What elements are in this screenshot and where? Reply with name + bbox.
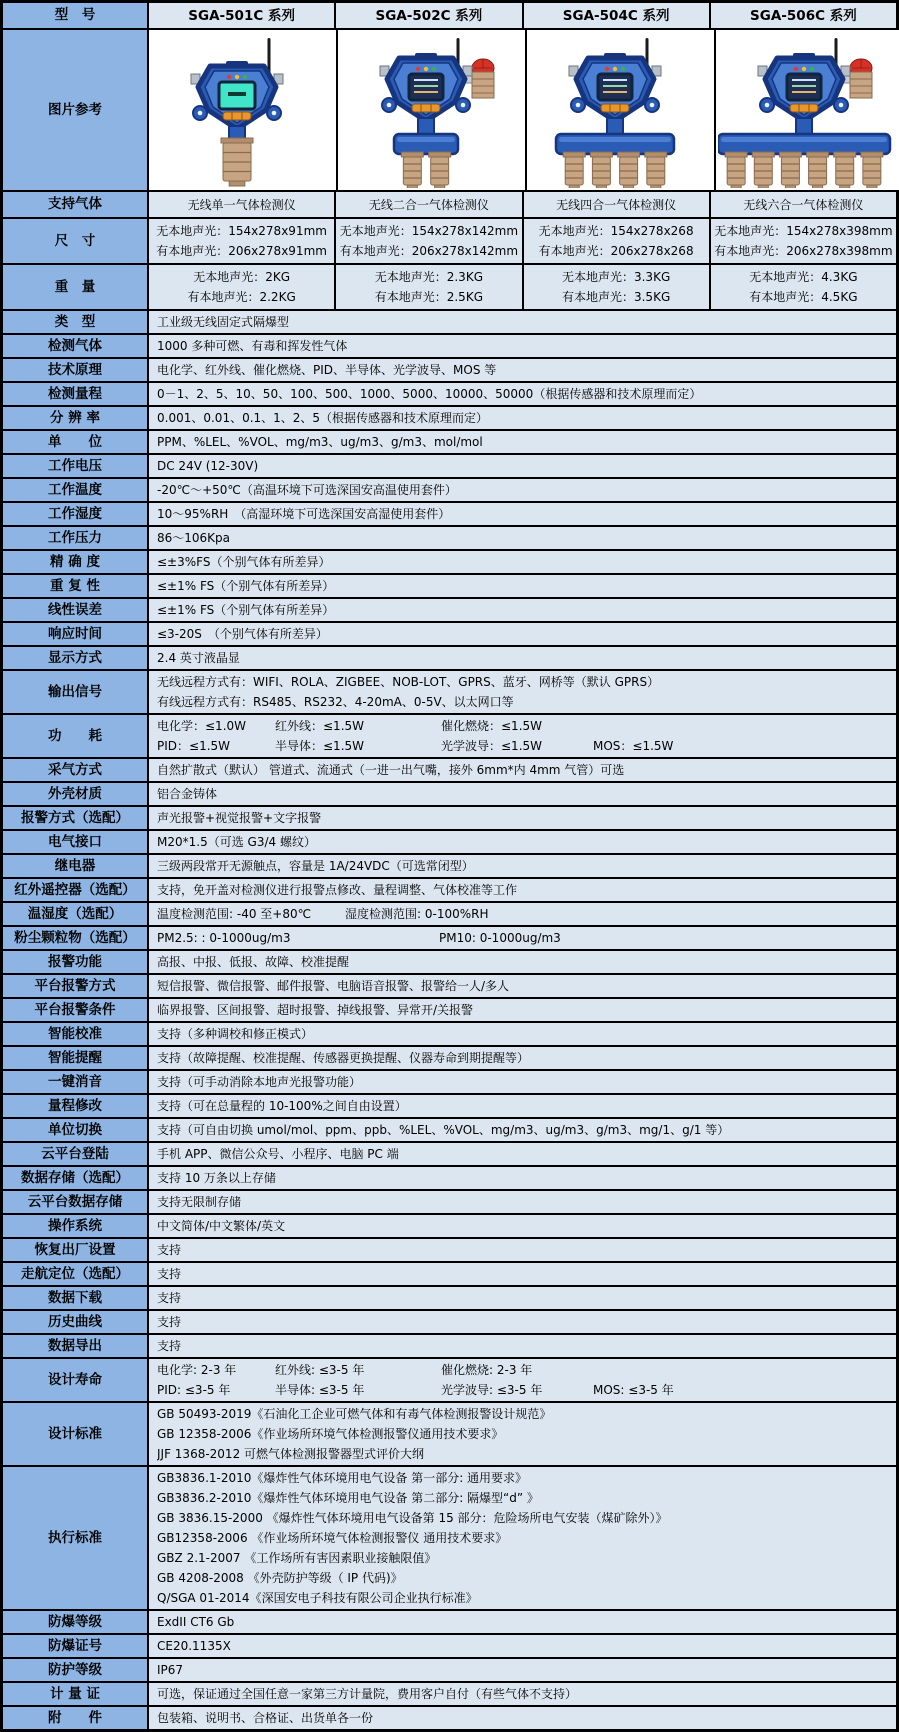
spec-row bbox=[3, 599, 896, 623]
detector-head-icon bbox=[758, 53, 850, 121]
spec-text: -20℃～+50℃（高温环境下可选深国安高温使用套件） bbox=[157, 483, 457, 497]
device-illustration bbox=[529, 32, 712, 188]
spec-row bbox=[3, 999, 896, 1023]
supported-gas-value: 无线四合一气体检测仪 bbox=[524, 192, 711, 217]
spec-text: 半导体: ≤3-5 年 bbox=[275, 1383, 365, 1397]
spec-row bbox=[3, 383, 896, 407]
spec-label: 报警方式（选配） bbox=[3, 807, 149, 829]
buttons-icon bbox=[601, 104, 629, 112]
spec-text: 支持无限制存储 bbox=[157, 1195, 242, 1209]
spec-text: 手机 APP、微信公众号、小程序、电脑 PC 端 bbox=[157, 1147, 399, 1161]
model-name-sga-501c: SGA-501C 系列 bbox=[149, 3, 336, 28]
spec-text: ≤3-20S （个别气体有所差异） bbox=[157, 627, 328, 641]
spec-row bbox=[3, 551, 896, 575]
spec-text: ≤±3%FS（个别气体有所差异） bbox=[157, 555, 331, 569]
spec-text: 支持，免开盖对检测仪进行报警点修改、量程调整、气体校准等工作 bbox=[157, 883, 518, 897]
spec-label: 平台报警方式 bbox=[3, 975, 149, 997]
size-value: 无本地声光：154x278x398mm 有本地声光：206x278x398mm bbox=[714, 224, 893, 258]
spec-row bbox=[3, 311, 896, 335]
spec-value bbox=[149, 1095, 896, 1117]
spec-value bbox=[149, 671, 896, 713]
spec-row bbox=[3, 527, 896, 551]
gas-sensor-icon bbox=[563, 152, 585, 188]
spec-label: 工作电压 bbox=[3, 455, 149, 477]
spec-label: 数据下载 bbox=[3, 1287, 149, 1309]
spec-label: 检测气体 bbox=[3, 335, 149, 357]
spec-label: 走航定位（选配） bbox=[3, 1263, 149, 1285]
spec-text: 催化燃烧：≤1.5W bbox=[441, 719, 543, 733]
spec-label: 检测量程 bbox=[3, 383, 149, 405]
spec-text: M20*1.5（可选 G3/4 螺纹） bbox=[157, 835, 316, 849]
led-red-icon bbox=[605, 67, 609, 71]
spec-value bbox=[149, 1191, 896, 1213]
spec-text: 电化学：≤1.0W bbox=[157, 719, 247, 733]
spec-row bbox=[3, 407, 896, 431]
spec-label: 历史曲线 bbox=[3, 1311, 149, 1333]
model-header-label: 型 号 bbox=[3, 3, 149, 28]
spec-text: 支持 bbox=[157, 1291, 182, 1305]
led-green-icon bbox=[432, 67, 436, 71]
gas-sensor-icon bbox=[401, 152, 423, 188]
spec-rows bbox=[3, 311, 896, 1729]
spec-label: 量程修改 bbox=[3, 1095, 149, 1117]
gas-sensor-icon bbox=[618, 152, 640, 188]
spec-text: PM10: 0-1000ug/m3 bbox=[439, 931, 561, 945]
spec-text: GBZ 2.1-2007 《工作场所有害因素职业接触限值》 bbox=[157, 1551, 437, 1565]
weight-row bbox=[3, 265, 896, 311]
spec-value bbox=[149, 527, 896, 549]
spec-text: 支持 bbox=[157, 1243, 182, 1257]
spec-value bbox=[149, 1239, 896, 1261]
spec-value bbox=[149, 1287, 896, 1309]
gas-sensor-icon bbox=[725, 152, 747, 188]
supported-gas-value: 无线二合一气体检测仪 bbox=[336, 192, 523, 217]
spec-text: GB3836.2-2010《爆炸性气体环境用电气设备 第二部分: 隔爆型“d” 》 bbox=[157, 1491, 539, 1505]
spec-label: 附 件 bbox=[3, 1707, 149, 1729]
spec-value bbox=[149, 599, 896, 621]
spec-text: 铝合金铸体 bbox=[157, 787, 218, 801]
spec-row bbox=[3, 431, 896, 455]
led-yellow-icon bbox=[235, 75, 239, 79]
spec-value bbox=[149, 903, 896, 925]
spec-label: 电气接口 bbox=[3, 831, 149, 853]
spec-text: 短信报警、微信报警、邮件报警、电脑语音报警、报警给一人/多人 bbox=[157, 979, 510, 993]
device-image-cell bbox=[527, 30, 716, 190]
spec-value bbox=[149, 503, 896, 525]
device-image-cell bbox=[149, 30, 338, 190]
spec-text: 高报、中报、低报、故障、校准提醒 bbox=[157, 955, 350, 969]
spec-text: 10～95%RH （高湿环境下可选深国安高湿使用套件） bbox=[157, 507, 451, 521]
gas-sensor-icon bbox=[807, 152, 829, 188]
spec-label: 类 型 bbox=[3, 311, 149, 333]
spec-label: 恢复出厂设置 bbox=[3, 1239, 149, 1261]
spec-value bbox=[149, 951, 896, 973]
spec-text: 支持（可在总量程的 10-100%之间自由设置） bbox=[157, 1099, 407, 1113]
supported-gas-row bbox=[3, 192, 896, 219]
device-illustration bbox=[151, 32, 334, 188]
spec-row bbox=[3, 1119, 896, 1143]
product-image-row bbox=[3, 30, 896, 192]
size-value: 无本地声光：154x278x91mm 有本地声光：206x278x91mm bbox=[149, 219, 336, 263]
spec-label: 技术原理 bbox=[3, 359, 149, 381]
weight-label: 重 量 bbox=[3, 265, 149, 309]
supported-gas-value: 无线六合一气体检测仪 bbox=[743, 197, 864, 212]
spec-row bbox=[3, 759, 896, 783]
weight-value: 无本地声光：3.3KG 有本地声光：3.5KG bbox=[524, 265, 711, 309]
weight-value: 无本地声光：4.3KG 有本地声光：4.5KG bbox=[749, 270, 858, 304]
spec-row bbox=[3, 927, 896, 951]
spec-text: 包装箱、说明书、合格证、出货单各一份 bbox=[157, 1711, 374, 1725]
spec-text: 支持（可自由切换 umol/mol、ppm、ppb、%LEL、%VOL、mg/m3、ug/m3、g/m3、mg/1、g/1 等） bbox=[157, 1123, 730, 1137]
spec-label: 一键消音 bbox=[3, 1071, 149, 1093]
spec-row bbox=[3, 575, 896, 599]
spec-value bbox=[149, 1071, 896, 1093]
spec-text: PPM、%LEL、%VOL、mg/m3、ug/m3、g/m3、mol/mol bbox=[157, 435, 483, 449]
spec-text: GB 50493-2019《石油化工企业可燃气体和有毒气体检测报警设计规范》 bbox=[157, 1407, 552, 1421]
spec-row bbox=[3, 1047, 896, 1071]
spec-row bbox=[3, 1635, 896, 1659]
spec-row bbox=[3, 855, 896, 879]
detector-head-icon bbox=[569, 53, 661, 121]
spec-row bbox=[3, 1263, 896, 1287]
spec-row bbox=[3, 1659, 896, 1683]
spec-row bbox=[3, 879, 896, 903]
spec-text: 中文简体/中文繁体/英文 bbox=[157, 1219, 286, 1233]
spec-row bbox=[3, 671, 896, 715]
spec-text: PID：≤1.5W bbox=[157, 739, 231, 753]
detector-head-icon bbox=[380, 53, 472, 121]
spec-value bbox=[149, 1023, 896, 1045]
spec-text: 无线远程方式有：WIFI、ROLA、ZIGBEE、NOB-LOT、GPRS、蓝牙、网桥等（默认 GPRS） bbox=[157, 675, 660, 689]
spec-value bbox=[149, 551, 896, 573]
spec-text: 温度检测范围: -40 至+80℃ bbox=[157, 907, 312, 921]
spec-value bbox=[149, 335, 896, 357]
spec-value bbox=[149, 831, 896, 853]
spec-label: 工作湿度 bbox=[3, 503, 149, 525]
spec-text: 湿度检测范围: 0-100%RH bbox=[345, 907, 489, 921]
spec-text: 0.001、0.01、0.1、1、2、5（根据传感器和技术原理而定） bbox=[157, 411, 489, 425]
spec-text: Q/SGA 01-2014《深国安电子科技有限公司企业执行标准》 bbox=[157, 1591, 478, 1605]
weight-value: 无本地声光：2.3KG 有本地声光：2.5KG bbox=[336, 265, 523, 309]
spec-text: 支持 bbox=[157, 1315, 182, 1329]
spec-value bbox=[149, 1707, 896, 1729]
size-label: 尺 寸 bbox=[3, 219, 149, 263]
spec-text: 三级两段常开无源触点，容量是 1A/24VDC（可选常闭型） bbox=[157, 859, 474, 873]
spec-row bbox=[3, 479, 896, 503]
spec-row bbox=[3, 975, 896, 999]
model-name-sga-502c: SGA-502C 系列 bbox=[336, 3, 523, 28]
size-value: 无本地声光：154x278x268 有本地声光：206x278x268 bbox=[524, 219, 711, 263]
spec-label: 防爆证号 bbox=[3, 1635, 149, 1657]
spec-value bbox=[149, 311, 896, 333]
spec-row bbox=[3, 1287, 896, 1311]
spec-value bbox=[149, 927, 896, 949]
spec-value bbox=[149, 855, 896, 877]
led-yellow-icon bbox=[802, 67, 806, 71]
image-row-label: 图片参考 bbox=[3, 30, 149, 190]
spec-row bbox=[3, 1359, 896, 1403]
led-red-icon bbox=[416, 67, 420, 71]
spec-value bbox=[149, 383, 896, 405]
spec-row bbox=[3, 335, 896, 359]
spec-row bbox=[3, 1071, 896, 1095]
detector-head-icon bbox=[191, 61, 283, 129]
gas-sensor-icon bbox=[221, 138, 253, 186]
gas-sensor-icon bbox=[752, 152, 774, 188]
device-image-cell bbox=[716, 30, 899, 190]
spec-label: 单 位 bbox=[3, 431, 149, 453]
spec-value bbox=[149, 1167, 896, 1189]
led-green-icon bbox=[810, 67, 814, 71]
spec-value bbox=[149, 1215, 896, 1237]
spec-row bbox=[3, 903, 896, 927]
spec-value bbox=[149, 575, 896, 597]
gas-sensor-icon bbox=[834, 152, 856, 188]
spec-label: 云平台登陆 bbox=[3, 1143, 149, 1165]
spec-value bbox=[149, 455, 896, 477]
spec-label: 工作温度 bbox=[3, 479, 149, 501]
spec-label: 云平台数据存储 bbox=[3, 1191, 149, 1213]
spec-value bbox=[149, 647, 896, 669]
spec-text: GB3836.1-2010《爆炸性气体环境用电气设备 第一部分: 通用要求》 bbox=[157, 1471, 528, 1485]
spec-value bbox=[149, 431, 896, 453]
spec-label: 防爆等级 bbox=[3, 1611, 149, 1633]
spec-text: GB 3836.15-2000 《爆炸性气体环境用电气设备第 15 部分：危险场所电气安装（煤矿除外）》 bbox=[157, 1511, 668, 1525]
spec-text: 电化学、红外线、催化燃烧、PID、半导体、光学波导、MOS 等 bbox=[157, 363, 497, 377]
spec-value bbox=[149, 1635, 896, 1657]
buttons-icon bbox=[412, 104, 440, 112]
spec-text: 支持（故障提醒、校准提醒、传感器更换提醒、仪器寿命到期提醒等） bbox=[157, 1051, 530, 1065]
spec-row bbox=[3, 1707, 896, 1729]
gas-sensor-icon bbox=[861, 152, 883, 188]
spec-text: 支持 bbox=[157, 1267, 182, 1281]
spec-value bbox=[149, 807, 896, 829]
spec-text: MOS：≤1.5W bbox=[593, 739, 674, 753]
spec-label: 粉尘颗粒物（选配） bbox=[3, 927, 149, 949]
buttons-icon bbox=[790, 104, 818, 112]
spec-text: 支持 bbox=[157, 1339, 182, 1353]
model-name-sga-506c: SGA-506C 系列 bbox=[750, 7, 857, 24]
spec-label: 输出信号 bbox=[3, 671, 149, 713]
spec-label: 计 量 证 bbox=[3, 1683, 149, 1705]
spec-value bbox=[149, 1683, 896, 1705]
spec-value bbox=[149, 1047, 896, 1069]
spec-text: 催化燃烧: 2-3 年 bbox=[441, 1363, 533, 1377]
spec-row bbox=[3, 503, 896, 527]
spec-label: 防护等级 bbox=[3, 1659, 149, 1681]
spec-label: 数据导出 bbox=[3, 1335, 149, 1357]
spec-row bbox=[3, 831, 896, 855]
spec-row bbox=[3, 1311, 896, 1335]
led-red-icon bbox=[227, 75, 231, 79]
spec-text: 支持 10 万条以上存储 bbox=[157, 1171, 276, 1185]
spec-label: 重 复 性 bbox=[3, 575, 149, 597]
spec-value bbox=[149, 975, 896, 997]
spec-text: 光学波导: ≤3-5 年 bbox=[441, 1383, 543, 1397]
spec-row bbox=[3, 715, 896, 759]
spec-text: 临界报警、区间报警、超时报警、掉线报警、异常开/关报警 bbox=[157, 1003, 474, 1017]
spec-value bbox=[149, 759, 896, 781]
spec-text: CE20.1135X bbox=[157, 1639, 231, 1653]
spec-label: 智能校准 bbox=[3, 1023, 149, 1045]
spec-row bbox=[3, 359, 896, 383]
led-green-icon bbox=[621, 67, 625, 71]
spec-value bbox=[149, 783, 896, 805]
spec-label: 继电器 bbox=[3, 855, 149, 877]
spec-text: 有线远程方式有：RS485、RS232、4-20mA、0-5V、以太网口等 bbox=[157, 695, 514, 709]
device-illustration bbox=[718, 32, 899, 188]
spec-text: 红外线：≤1.5W bbox=[275, 719, 365, 733]
spec-row bbox=[3, 1095, 896, 1119]
gas-sensor-icon bbox=[429, 152, 451, 188]
spec-text: 支持（可手动消除本地声光报警功能） bbox=[157, 1075, 362, 1089]
spec-text: ≤±1% FS（个别气体有所差异） bbox=[157, 603, 335, 617]
spec-label: 分 辨 率 bbox=[3, 407, 149, 429]
spec-text: 电化学: 2-3 年 bbox=[157, 1363, 237, 1377]
spec-label: 采气方式 bbox=[3, 759, 149, 781]
spec-text: GB 4208-2008 《外壳防护等级（ IP 代码)》 bbox=[157, 1571, 403, 1585]
spec-label: 智能提醒 bbox=[3, 1047, 149, 1069]
spec-value bbox=[149, 1403, 896, 1465]
weight-value: 无本地声光：2KG 有本地声光：2.2KG bbox=[149, 265, 336, 309]
spec-label: 执行标准 bbox=[3, 1467, 149, 1609]
spec-text: JJF 1368-2012 可燃气体检测报警器型式评价大纲 bbox=[157, 1447, 425, 1461]
spec-text: IP67 bbox=[157, 1663, 184, 1677]
spec-label: 功 耗 bbox=[3, 715, 149, 757]
led-yellow-icon bbox=[424, 67, 428, 71]
spec-value bbox=[149, 359, 896, 381]
spec-label: 平台报警条件 bbox=[3, 999, 149, 1021]
spec-text: ExdII CT6 Gb bbox=[157, 1615, 235, 1629]
spec-label: 响应时间 bbox=[3, 623, 149, 645]
device-illustration bbox=[340, 32, 523, 188]
spec-row bbox=[3, 1191, 896, 1215]
spec-label: 操作系统 bbox=[3, 1215, 149, 1237]
spec-value bbox=[149, 1143, 896, 1165]
spec-value bbox=[149, 407, 896, 429]
spec-label: 精 确 度 bbox=[3, 551, 149, 573]
spec-value bbox=[149, 715, 896, 757]
supported-gas-value: 无线单一气体检测仪 bbox=[149, 192, 336, 217]
spec-row bbox=[3, 623, 896, 647]
spec-value bbox=[149, 1359, 896, 1401]
model-name-sga-504c: SGA-504C 系列 bbox=[524, 3, 711, 28]
spec-row bbox=[3, 1403, 896, 1467]
spec-row bbox=[3, 1167, 896, 1191]
gas-sensor-icon bbox=[779, 152, 801, 188]
spec-text: 1000 多种可燃、有毒和挥发性气体 bbox=[157, 339, 348, 353]
spec-text: 工业级无线固定式隔爆型 bbox=[157, 315, 290, 329]
led-yellow-icon bbox=[613, 67, 617, 71]
gas-sensor-icon bbox=[590, 152, 612, 188]
spec-row bbox=[3, 783, 896, 807]
spec-value bbox=[149, 623, 896, 645]
spec-value bbox=[149, 1335, 896, 1357]
spec-row bbox=[3, 951, 896, 975]
spec-value bbox=[149, 479, 896, 501]
spec-label: 显示方式 bbox=[3, 647, 149, 669]
spec-label: 单位切换 bbox=[3, 1119, 149, 1141]
led-green-icon bbox=[243, 75, 247, 79]
device-image-cell bbox=[338, 30, 527, 190]
spec-row bbox=[3, 455, 896, 479]
spec-value bbox=[149, 1467, 896, 1609]
spec-text: DC 24V (12-30V) bbox=[157, 459, 259, 473]
size-value: 无本地声光：154x278x142mm 有本地声光：206x278x142mm bbox=[336, 219, 523, 263]
spec-text: 半导体：≤1.5W bbox=[275, 739, 365, 753]
spec-label: 外壳材质 bbox=[3, 783, 149, 805]
spec-label: 设计寿命 bbox=[3, 1359, 149, 1401]
spec-label: 工作压力 bbox=[3, 527, 149, 549]
gas-sensor-icon bbox=[645, 152, 667, 188]
spec-row bbox=[3, 1611, 896, 1635]
spec-row bbox=[3, 1467, 896, 1611]
spec-text: 0－1、2、5、10、50、100、500、1000、5000、10000、50000（根据传感器和技术原理而定） bbox=[157, 387, 702, 401]
supported-gas-label: 支持气体 bbox=[3, 192, 149, 217]
spec-value bbox=[149, 1263, 896, 1285]
spec-row bbox=[3, 1143, 896, 1167]
spec-text: 86～106Kpa bbox=[157, 531, 231, 545]
spec-row bbox=[3, 1023, 896, 1047]
spec-label: 红外遥控器（选配） bbox=[3, 879, 149, 901]
spec-label: 设计标准 bbox=[3, 1403, 149, 1465]
spec-text: 光学波导：≤1.5W bbox=[441, 739, 543, 753]
spec-text: 可选，保证通过全国任意一家第三方计量院，费用客户自付（有些气体不支持） bbox=[157, 1687, 578, 1701]
spec-text: GB12358-2006 《作业场所环境气体检测报警仪 通用技术要求》 bbox=[157, 1531, 508, 1545]
spec-text: 支持（多种调校和修正模式） bbox=[157, 1027, 314, 1041]
spec-value bbox=[149, 999, 896, 1021]
spec-text: ≤±1% FS（个别气体有所差异） bbox=[157, 579, 335, 593]
spec-text: GB 12358-2006《作业场所环境气体检测报警仪通用技术要求》 bbox=[157, 1427, 504, 1441]
spec-text: 声光报警+视觉报警+文字报警 bbox=[157, 811, 322, 825]
device-images bbox=[149, 30, 896, 190]
spec-text: 2.4 英寸液晶显 bbox=[157, 651, 240, 665]
spec-label: 数据存储（选配） bbox=[3, 1167, 149, 1189]
spec-label: 线性误差 bbox=[3, 599, 149, 621]
spec-text: 自然扩散式（默认） 管道式、流通式（一进一出气嘴，接外 6mm*内 4mm 气管）可选 bbox=[157, 763, 625, 777]
led-red-icon bbox=[794, 67, 798, 71]
buttons-icon bbox=[223, 112, 251, 120]
spec-value bbox=[149, 1611, 896, 1633]
spec-row bbox=[3, 1335, 896, 1359]
spec-value bbox=[149, 879, 896, 901]
spec-value bbox=[149, 1119, 896, 1141]
model-header-row bbox=[3, 3, 896, 30]
spec-row bbox=[3, 1683, 896, 1707]
spec-text: 红外线: ≤3-5 年 bbox=[275, 1363, 365, 1377]
spec-row bbox=[3, 647, 896, 671]
size-row bbox=[3, 219, 896, 265]
spec-row bbox=[3, 1239, 896, 1263]
spec-label: 报警功能 bbox=[3, 951, 149, 973]
spec-text: PM2.5: : 0-1000ug/m3 bbox=[157, 931, 291, 945]
spec-row bbox=[3, 1215, 896, 1239]
spec-text: PID: ≤3-5 年 bbox=[157, 1383, 231, 1397]
spec-value bbox=[149, 1311, 896, 1333]
spec-value bbox=[149, 1659, 896, 1681]
spec-row bbox=[3, 807, 896, 831]
spec-label: 温湿度（选配） bbox=[3, 903, 149, 925]
spec-text: MOS: ≤3-5 年 bbox=[593, 1383, 674, 1397]
